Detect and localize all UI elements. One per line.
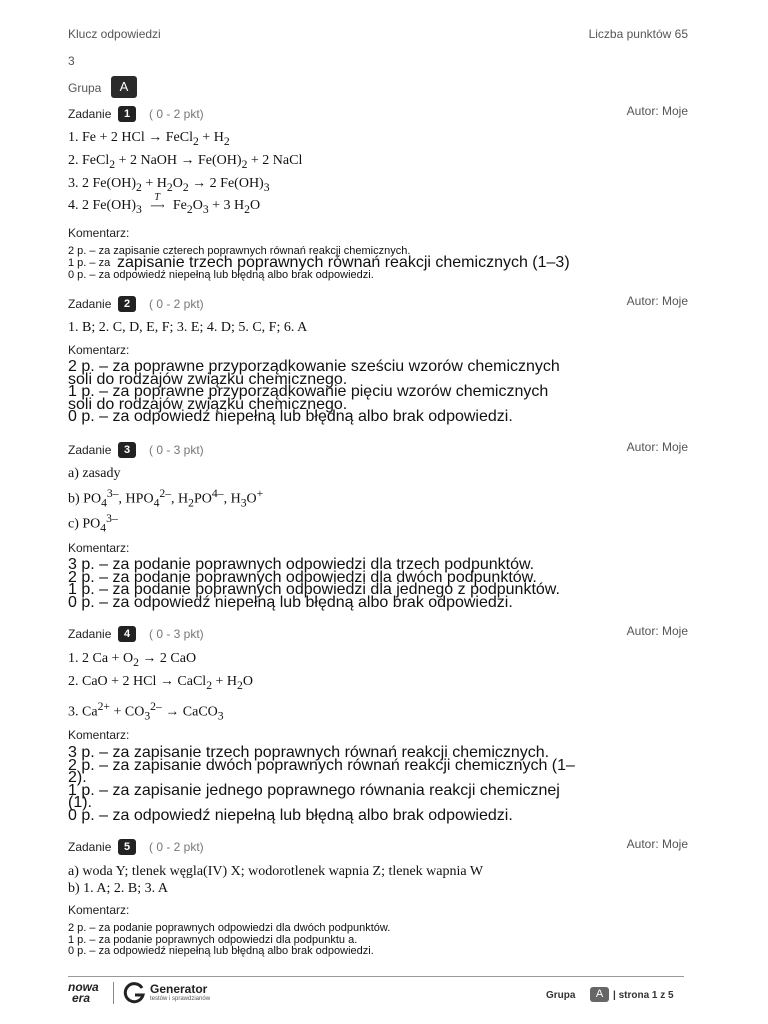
- task-2-criteria-1b: soli do rodzajów związku chemicznego.: [68, 370, 348, 388]
- task-4-author: Autor: Moje: [626, 624, 688, 638]
- nowa-era-logo: [68, 982, 108, 1006]
- task-1-author: Autor: Moje: [626, 104, 688, 118]
- task-4-criteria-2b: 2).: [68, 769, 87, 786]
- task-4-answer-2: 2. CaO + 2 HCl → CaCl$_2$ + $H_2O$: [68, 674, 253, 692]
- heat-arrow-icon: T ⟶: [150, 192, 165, 212]
- task-3-answer-c: c) $PO_4^{3-}$: [68, 512, 118, 535]
- task-3-label: Zadanie: [68, 443, 112, 457]
- task-2-answer-1: 1. B; 2. C, D, E, F; 3. E; 4. D; 5. C, F; 6. A: [68, 320, 308, 335]
- task-1-number: 1: [118, 106, 136, 122]
- task-5-answer-a: a) woda Y; tlenek węgla(IV) X; wodorotlenek wapnia Z; tlenek wapnia W: [68, 864, 484, 879]
- task-4-criteria-4: 0 p. – za odpowiedź niepełną lub błędną albo brak odpowiedzi.: [68, 806, 513, 824]
- task-5-comment-label: Komentarz:: [68, 903, 130, 917]
- task-3-answer-a: a) zasady: [68, 466, 121, 481]
- task-5-answer-b: b) 1. A; 2. B; 3. A: [68, 881, 168, 896]
- task-4-criteria-1: 3 p. – za zapisanie trzech poprawnych równań reakcji chemicznych.: [68, 744, 550, 761]
- group-badge: A: [111, 76, 137, 98]
- task-2-number: 2: [118, 296, 136, 312]
- task-5-criteria-3: 0 p. – za odpowiedź niepełną lub błędną albo brak odpowiedzi.: [68, 945, 374, 957]
- footer-divider: [68, 976, 684, 977]
- task-1-criteria-2a: 1 p. – za: [68, 257, 111, 269]
- task-5-criteria-2: 1 p. – za podanie poprawnych odpowiedzi dla podpunktu a.: [68, 934, 358, 946]
- task-2-criteria-3: 0 p. – za odpowiedź niepełną lub błędną albo brak odpowiedzi.: [68, 408, 513, 425]
- task-1-answer-3: 3. 2 $Fe(OH)_2 + H_2O_2 \to 2$ $Fe(OH)_3$: [68, 176, 270, 194]
- nowa-era-logo-bottom: era: [72, 991, 91, 1005]
- task-3-criteria-2: 2 p. – za podanie poprawnych odpowiedzi dla dwóch podpunktów.: [68, 568, 537, 586]
- task-3-criteria-4: 0 p. – za odpowiedź niepełną lub błędną albo brak odpowiedzi.: [68, 593, 513, 611]
- generator-logo-icon: [122, 981, 146, 1005]
- task-5-author: Autor: Moje: [626, 837, 688, 851]
- task-1-answer-4: 4. 2 $Fe(OH)_3$ T ⟶ $Fe_2O_3 + 3$ $H_2O$: [68, 192, 261, 216]
- task-5-number: 5: [118, 839, 136, 855]
- task-5-label: Zadanie: [68, 840, 112, 854]
- task-1-label: Zadanie: [68, 107, 112, 121]
- task-4-criteria: [68, 744, 575, 824]
- task-5-points: ( 0 - 2 pkt): [149, 840, 204, 854]
- task-1-criteria-2b: zapisanie trzech poprawnych równań reakcji chemicznych (1–3): [117, 254, 570, 271]
- task-3-comment-label: Komentarz:: [68, 541, 130, 555]
- task-2-label: Zadanie: [68, 297, 112, 311]
- task-2-criteria-2: 1 p. – za poprawne przyporządkowanie pięciu wzorów chemicznych: [68, 383, 549, 400]
- task-4-answer-3: 3. $Ca^{2+} + CO_3^{2-}$ → CaCO$_3$: [68, 700, 224, 723]
- header-points: Liczba punktów 65: [588, 27, 688, 41]
- task-1-comment-label: Komentarz:: [68, 226, 130, 240]
- task-2-criteria-2b: soli do rodzajów związku chemicznego.: [68, 395, 348, 413]
- task-3-points: ( 0 - 3 pkt): [149, 443, 204, 457]
- task-2-points: ( 0 - 2 pkt): [149, 297, 204, 311]
- task-2-criteria: [68, 358, 560, 425]
- task-1-answer-1: 1. Fe + 2 HCl → FeCl$_2$ + $H_2$: [68, 130, 230, 148]
- task-4-answer-1: 1. 2 $Ca + O_2 \to 2$ CaO: [68, 651, 197, 669]
- task-4-number: 4: [118, 626, 136, 642]
- task-1-points: ( 0 - 2 pkt): [149, 107, 204, 121]
- generator-logo-title: Generator: [150, 982, 208, 996]
- group-label: Grupa: [68, 81, 102, 95]
- header-title: Klucz odpowiedzi: [68, 27, 161, 41]
- task-1-criteria-3: 0 p. – za odpowiedź niepełną lub błędną albo brak odpowiedzi.: [68, 269, 374, 281]
- task-4-label: Zadanie: [68, 627, 112, 641]
- task-4-criteria-3b: (1).: [68, 794, 92, 811]
- task-4-points: ( 0 - 3 pkt): [149, 627, 204, 641]
- footer-page-number: | strona 1 z 5: [613, 990, 674, 1001]
- task-5-criteria-1: 2 p. – za podanie poprawnych odpowiedzi dla dwóch podpunktów.: [68, 922, 391, 934]
- task-4-criteria-3: 1 p. – za zapisanie jednego poprawnego równania reakcji chemicznej: [68, 781, 560, 799]
- footer-group-label: Grupa: [546, 990, 576, 1001]
- generator-logo-subtitle: testów i sprawdzianów: [150, 996, 211, 1002]
- task-3-number: 3: [118, 442, 136, 458]
- task-4-comment-label: Komentarz:: [68, 728, 130, 742]
- nowa-era-logo-top: nowa: [68, 980, 99, 994]
- task-3-criteria-1: 3 p. – za podanie poprawnych odpowiedzi dla trzech podpunktów.: [68, 556, 535, 573]
- task-2-criteria-1: 2 p. – za poprawne przyporządkowanie sześciu wzorów chemicznych: [68, 358, 560, 375]
- task-3-author: Autor: Moje: [626, 440, 688, 454]
- task-3-criteria: [68, 556, 560, 611]
- task-3-answer-b: b) $PO_4^{3-}$, $HPO_4^{2-}$, $H_2PO^{4-}$, $H_3O^+$: [68, 487, 264, 510]
- task-1-answer-2: 2. FeCl$_2$ + 2 NaOH → $Fe(OH)_2 + 2$ NaCl: [68, 153, 303, 171]
- task-1-criteria-1: 2 p. – za zapisanie czterech poprawnych równań reakcji chemicznych.: [68, 245, 411, 257]
- footer-group-badge: A: [590, 987, 609, 1002]
- task-2-author: Autor: Moje: [626, 294, 688, 308]
- task-2-comment-label: Komentarz:: [68, 343, 130, 357]
- task-3-criteria-3: 1 p. – za podanie poprawnych odpowiedzi dla jednego z podpunktów.: [68, 581, 560, 598]
- header-number: 3: [68, 54, 75, 68]
- task-4-criteria-2: 2 p. – za zapisanie dwóch poprawnych równań reakcji chemicznych (1–: [68, 756, 575, 774]
- footer-logo-divider: [113, 982, 114, 1004]
